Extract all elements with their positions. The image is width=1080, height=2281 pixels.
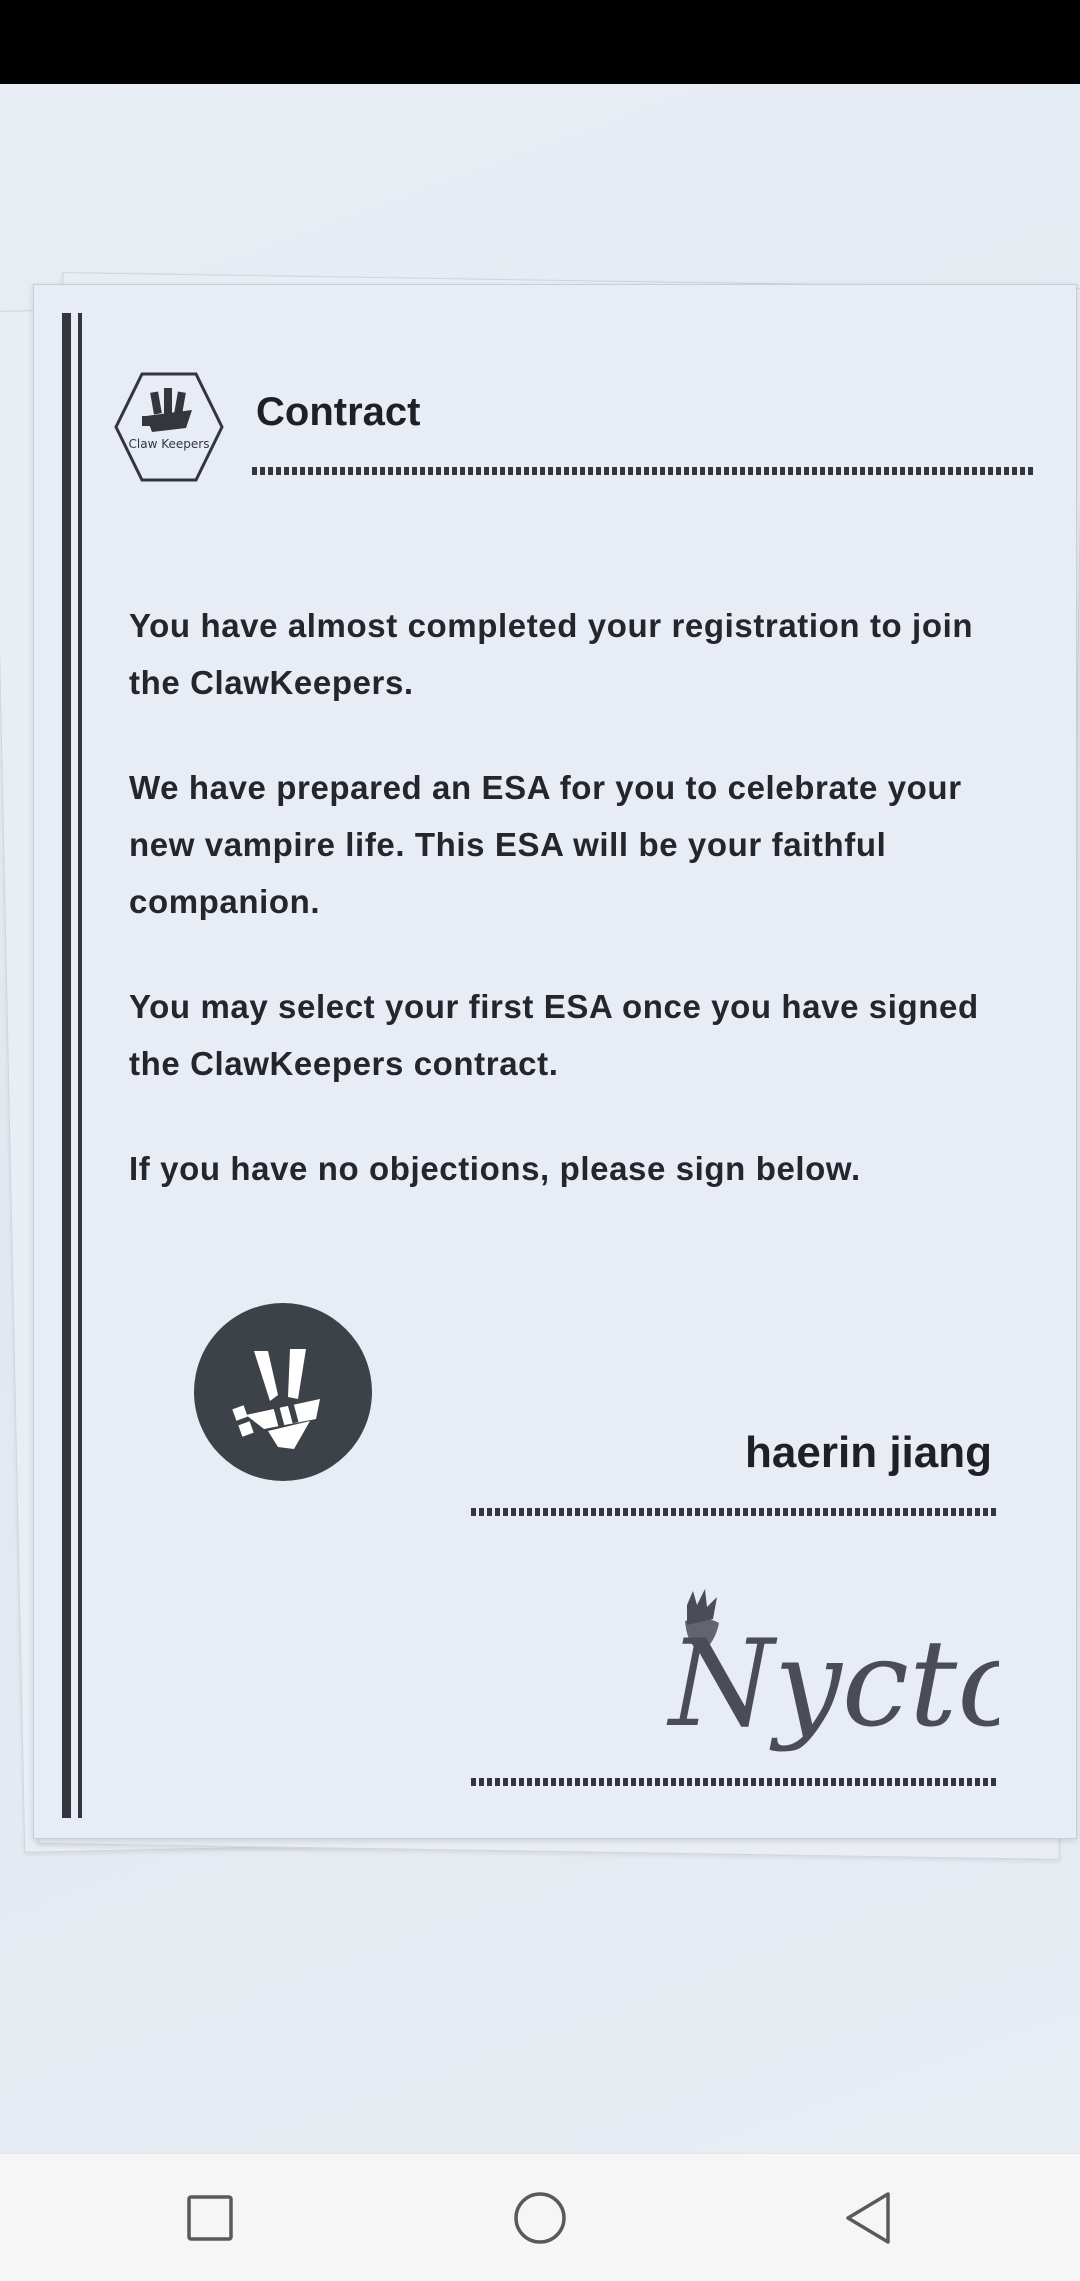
paragraph-sign-below: If you have no objections, please sign below. [129,1150,861,1187]
logo-text: Claw Keepers [128,437,210,451]
left-rail-thick [62,313,71,1818]
home-button[interactable] [508,2186,572,2250]
left-rail-thin [78,313,82,1818]
square-icon [185,2193,235,2243]
signer-line [471,1508,997,1516]
contract-title: Contract [256,390,421,434]
paragraph-select-esa: You may select your first ESA once you have signed the ClawKeepers contract. [129,988,979,1082]
back-button[interactable] [836,2186,900,2250]
contract-body [129,597,1029,1245]
system-nav-bar [0,2153,1080,2281]
paragraph-esa-gift: We have prepared an ESA for you to celebrate your new vampire life. This ESA will be your faithful companion. [129,769,962,920]
signature-line [471,1778,997,1786]
circle-icon [512,2190,568,2246]
clawkeepers-badge-icon [194,1303,372,1481]
contract-sheet [33,284,1077,1839]
paragraph-registration: You have almost completed your registration to join the ClawKeepers. [129,607,974,701]
recent-apps-button[interactable] [178,2186,242,2250]
nycto-signature-logo [659,1585,999,1765]
title-divider [252,467,1033,475]
signer-name: haerin jiang [745,1428,992,1477]
signature-text: Nycto [669,1615,999,1754]
clawkeepers-hex-logo-icon [112,370,226,484]
status-bar [0,0,1080,84]
triangle-back-icon [842,2190,894,2246]
